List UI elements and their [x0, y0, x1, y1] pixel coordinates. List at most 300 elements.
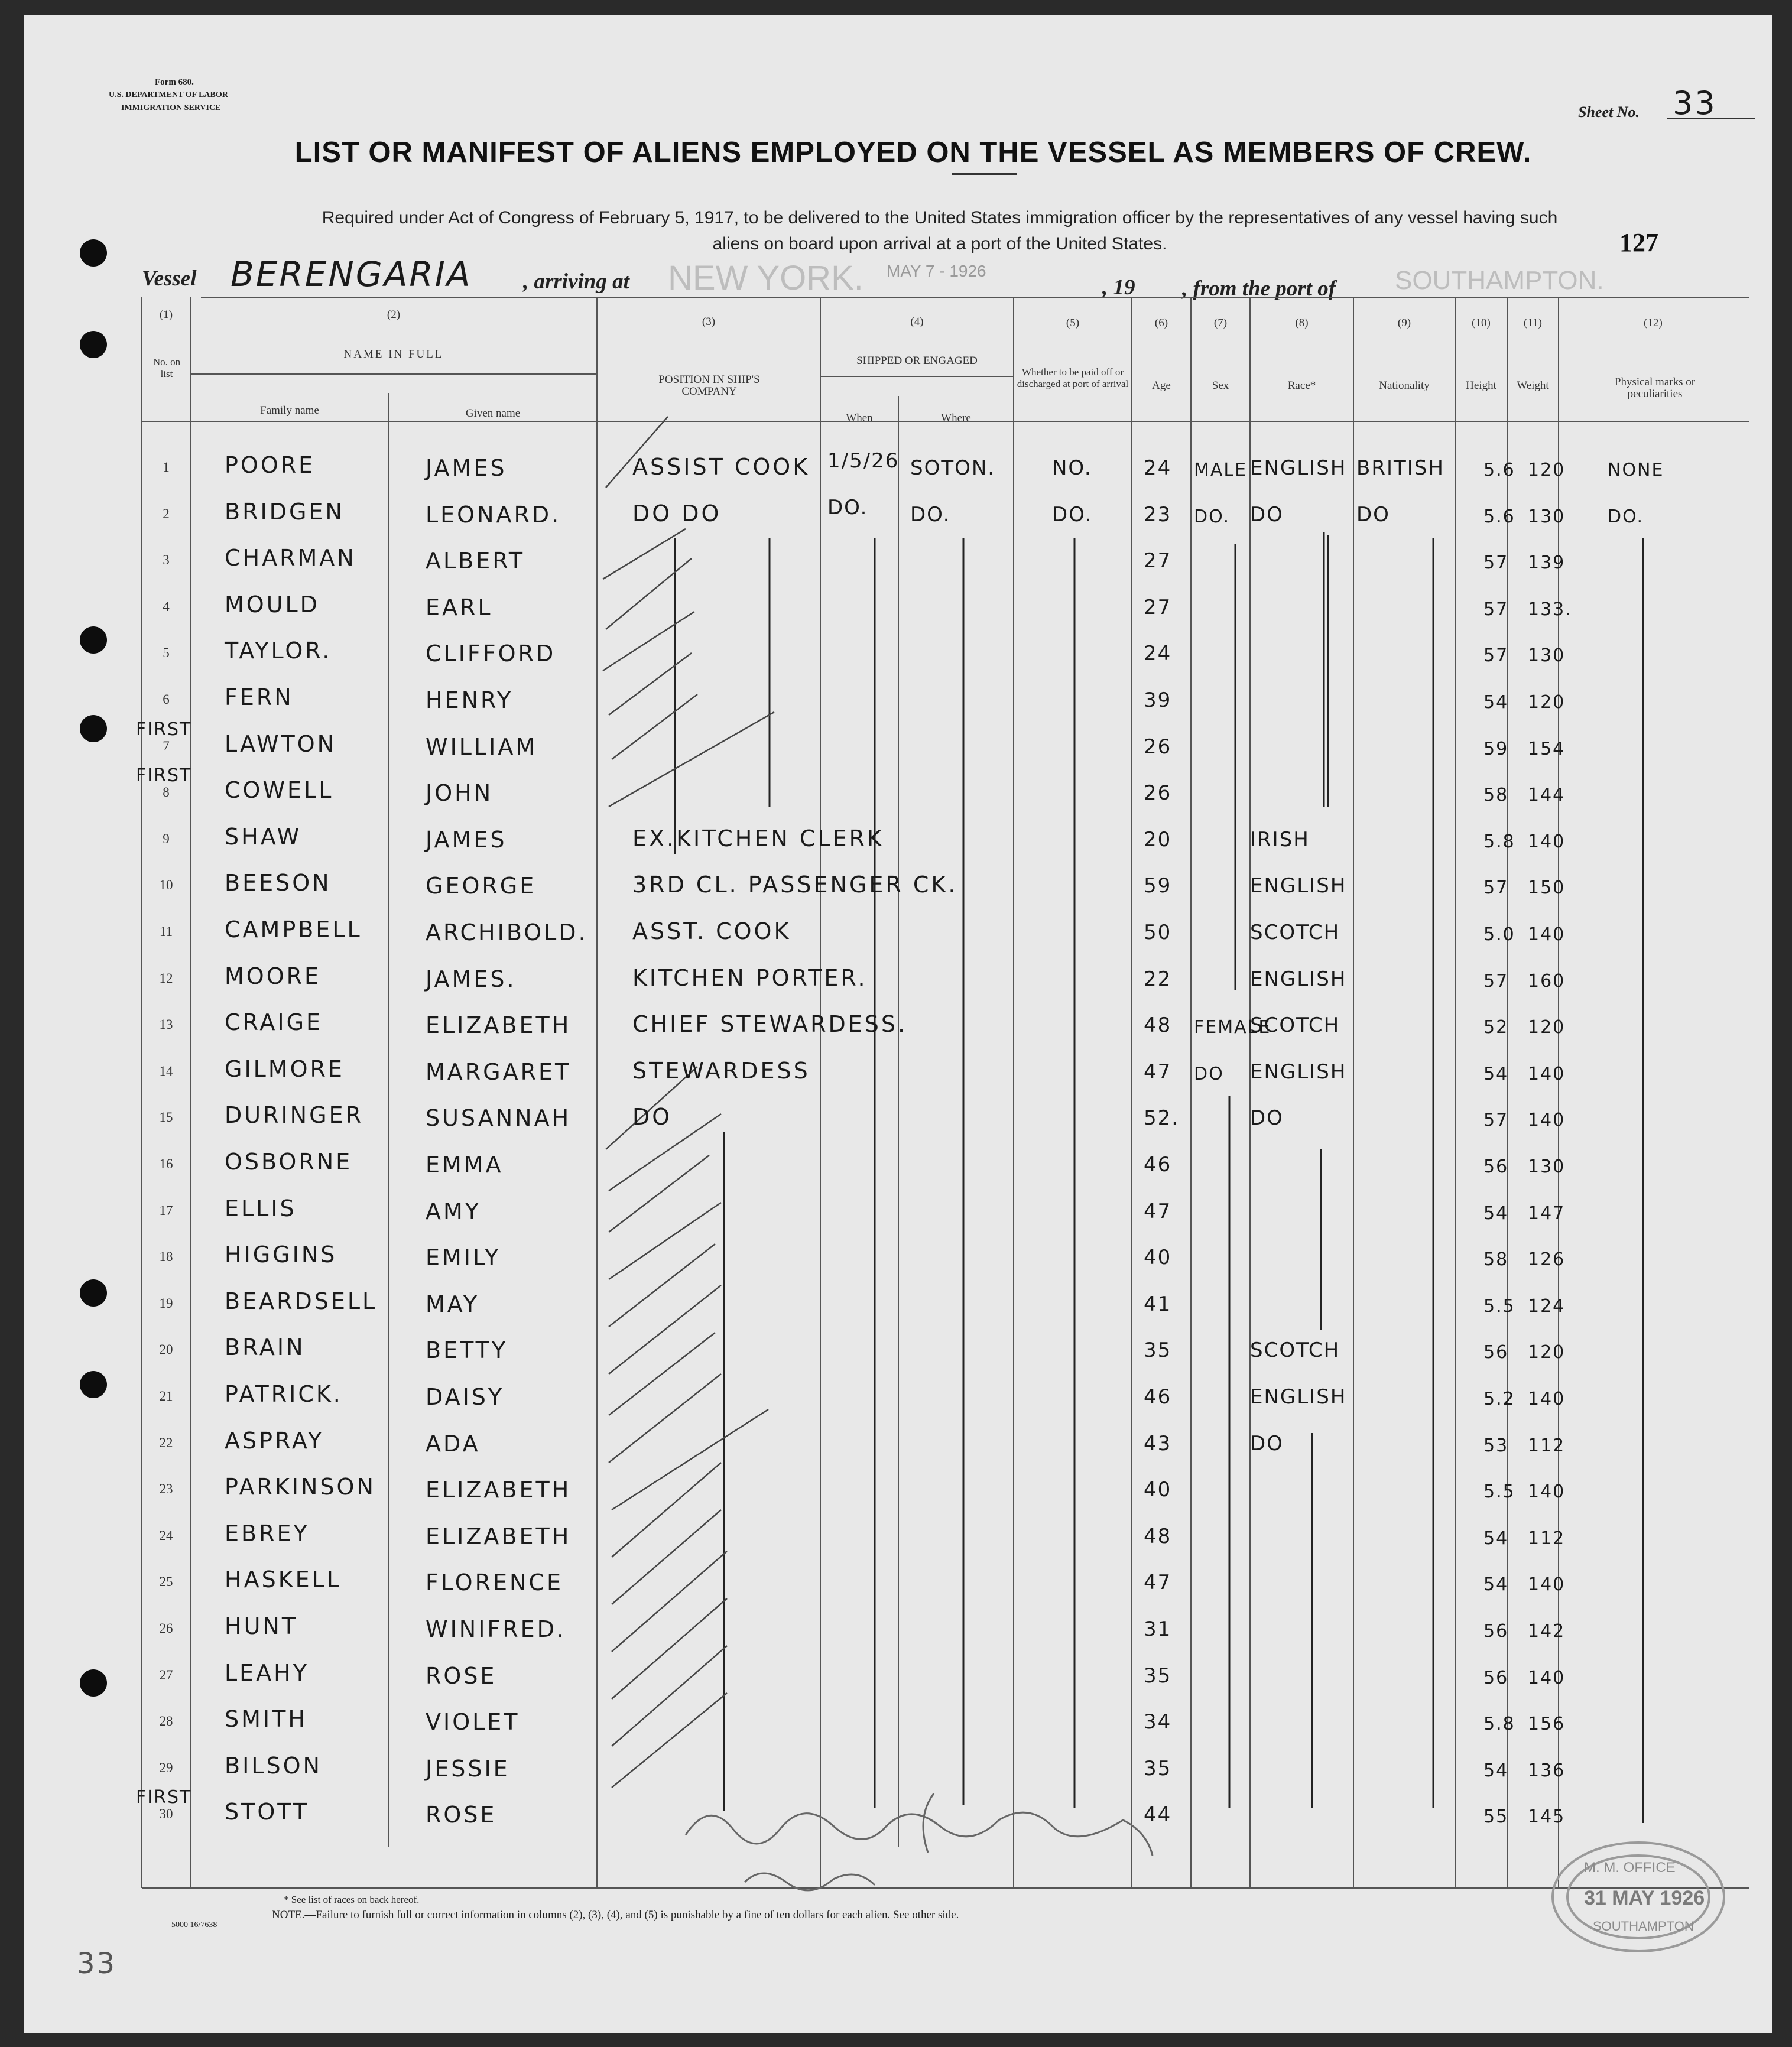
- height: 57: [1483, 878, 1509, 899]
- col11-header: Weight: [1517, 379, 1549, 392]
- physical-marks: NONE: [1608, 460, 1664, 480]
- table-row: [24, 1193, 1772, 1239]
- service: IMMIGRATION SERVICE: [121, 103, 221, 112]
- given-name: JAMES: [426, 455, 507, 481]
- row-number: 17: [159, 1203, 173, 1218]
- row-prefix: FIRST: [136, 765, 192, 787]
- age: 52.: [1144, 1106, 1180, 1130]
- year-label: , 19: [1102, 275, 1135, 300]
- col5-header: Whether to be paid off or discharged at port of arrival: [1017, 366, 1129, 389]
- table-row: [24, 542, 1772, 588]
- family-name: PATRICK.: [225, 1381, 343, 1407]
- table-row: [24, 1518, 1772, 1564]
- table-row: [24, 1378, 1772, 1424]
- position: EX.KITCHEN CLERK: [632, 825, 884, 852]
- arriving-port-stamp: NEW YORK.: [668, 259, 863, 297]
- race: ENGLISH: [1250, 1060, 1347, 1084]
- col6-header: Age: [1152, 379, 1171, 392]
- age: 40: [1144, 1478, 1172, 1502]
- weight: 140: [1528, 831, 1566, 852]
- family-name: GILMORE: [225, 1055, 345, 1082]
- race: DO: [1250, 502, 1284, 527]
- position: ASST. COOK: [632, 918, 791, 944]
- family-name: MOULD: [225, 591, 320, 618]
- row-number: 2: [163, 506, 170, 521]
- given-name: DAISY: [426, 1384, 505, 1410]
- nationality: BRITISH: [1356, 456, 1444, 480]
- height: 57: [1483, 1110, 1509, 1131]
- manifest-sheet: [24, 15, 1772, 2033]
- given-name: ELIZABETH: [426, 1477, 572, 1503]
- col6-number: (6): [1154, 317, 1168, 329]
- weight: 154: [1528, 738, 1566, 759]
- race: SCOTCH: [1250, 1338, 1340, 1363]
- row-number: 25: [159, 1574, 173, 1590]
- col2-number: (2): [387, 308, 401, 321]
- col12-number: (12): [1644, 317, 1663, 329]
- table-row: [24, 635, 1772, 681]
- position: KITCHEN PORTER.: [632, 964, 868, 991]
- row-number: 16: [159, 1156, 173, 1171]
- col10-header: Height: [1466, 379, 1496, 392]
- shipped-where: DO.: [910, 502, 951, 527]
- table-row: [24, 449, 1772, 495]
- weight: 120: [1528, 1342, 1566, 1363]
- weight: 145: [1528, 1806, 1566, 1828]
- given-name: ROSE: [426, 1802, 497, 1828]
- row-number: 11: [159, 924, 173, 939]
- family-name: BEESON: [225, 870, 332, 896]
- given-name: GEORGE: [426, 873, 537, 899]
- nationality: DO: [1356, 502, 1390, 527]
- given-name: JAMES: [426, 826, 507, 853]
- col2-family-header: Family name: [260, 404, 319, 417]
- given-name: JOHN: [426, 780, 494, 807]
- given-name: VIOLET: [426, 1709, 520, 1736]
- table-row: [24, 1657, 1772, 1703]
- age: 34: [1144, 1710, 1172, 1734]
- page-number: 127: [1619, 228, 1658, 257]
- given-name: EMILY: [426, 1245, 501, 1271]
- family-name: POORE: [225, 452, 316, 478]
- table-row: [24, 1610, 1772, 1656]
- height: 54: [1483, 1760, 1509, 1781]
- weight: 124: [1528, 1295, 1566, 1317]
- family-name: BRAIN: [225, 1334, 306, 1361]
- weight: 112: [1528, 1528, 1566, 1549]
- row-number: 20: [159, 1342, 173, 1357]
- age: 35: [1144, 1756, 1172, 1780]
- weight: 160: [1528, 970, 1566, 992]
- sheet-label: Sheet No.: [1578, 103, 1640, 121]
- table-row: [24, 1006, 1772, 1052]
- weight: 140: [1528, 1481, 1566, 1503]
- row-number: 1: [163, 460, 170, 475]
- given-name: EMMA: [426, 1152, 504, 1178]
- height: 57: [1483, 553, 1509, 574]
- family-name: BILSON: [225, 1752, 322, 1779]
- age: 46: [1144, 1385, 1172, 1409]
- col8-header: Race*: [1287, 379, 1316, 392]
- sex: FEMALE: [1194, 1017, 1271, 1038]
- given-name: ADA: [426, 1430, 481, 1457]
- race-footnote: * See list of races on back hereof.: [284, 1894, 420, 1905]
- height: 55: [1483, 1806, 1509, 1828]
- age: 22: [1144, 967, 1172, 991]
- table-row: [24, 1331, 1772, 1377]
- col4-header: SHIPPED OR ENGAGED: [856, 355, 978, 367]
- age: 27: [1144, 595, 1172, 619]
- family-name: EBREY: [225, 1520, 310, 1546]
- table-row: [24, 1239, 1772, 1285]
- race: IRISH: [1250, 827, 1310, 852]
- height: 53: [1483, 1435, 1509, 1456]
- required-line-1: Required under Act of Congress of February 5, 1917, to be delivered to the United States immigration officer by the representatives of any vessel having such: [322, 208, 1558, 228]
- corner-note: 33: [77, 1947, 117, 1980]
- col4-when-header: When: [846, 412, 873, 424]
- table-row: [24, 1471, 1772, 1517]
- col7-number: (7): [1213, 317, 1228, 329]
- shipped-where: SOTON.: [910, 456, 996, 480]
- row-number: 28: [159, 1714, 173, 1729]
- row-number: 27: [159, 1667, 173, 1682]
- height: 54: [1483, 1063, 1509, 1084]
- age: 26: [1144, 735, 1172, 759]
- position: DO DO: [632, 500, 722, 527]
- family-name: ELLIS: [225, 1195, 297, 1221]
- row-number: 12: [159, 970, 173, 986]
- col5-number: (5): [1066, 317, 1080, 329]
- row-number: 18: [159, 1249, 173, 1265]
- given-name: ROSE: [426, 1662, 497, 1689]
- col4-where-header: Where: [941, 412, 971, 424]
- height: 54: [1483, 1528, 1509, 1549]
- weight: 130: [1528, 506, 1566, 527]
- from-label: , from the port of: [1182, 277, 1336, 301]
- required-line-2: aliens on board upon arrival at a port of the United States.: [712, 234, 1167, 254]
- col3-number: (3): [702, 316, 716, 328]
- weight: 130: [1528, 645, 1566, 667]
- height: 54: [1483, 1203, 1509, 1224]
- paid-off: NO.: [1052, 456, 1092, 480]
- weight: 147: [1528, 1203, 1566, 1224]
- weight: 136: [1528, 1760, 1566, 1781]
- col9-header: Nationality: [1379, 379, 1430, 392]
- weight: 120: [1528, 692, 1566, 713]
- height: 54: [1483, 1574, 1509, 1596]
- weight: 130: [1528, 1156, 1566, 1177]
- given-name: SUSANNAH: [426, 1105, 572, 1132]
- table-row: [24, 1564, 1772, 1610]
- department: U.S. DEPARTMENT OF LABOR: [109, 90, 228, 99]
- family-name: BEARDSELL: [225, 1288, 378, 1314]
- row-number: 30: [159, 1806, 173, 1822]
- row-number: 13: [159, 1017, 173, 1032]
- family-name: CHARMAN: [225, 545, 356, 571]
- age: 47: [1144, 1199, 1172, 1223]
- age: 26: [1144, 781, 1172, 805]
- age: 48: [1144, 1013, 1172, 1038]
- col2-given-header: Given name: [465, 407, 521, 420]
- height: 54: [1483, 692, 1509, 713]
- given-name: BETTY: [426, 1337, 508, 1364]
- given-name: WINIFRED.: [426, 1616, 567, 1642]
- age: 48: [1144, 1524, 1172, 1548]
- height: 57: [1483, 599, 1509, 620]
- height: 58: [1483, 785, 1509, 806]
- age: 44: [1144, 1803, 1172, 1827]
- row-number: 8: [163, 785, 170, 800]
- row-number: 9: [163, 831, 170, 846]
- height: 56: [1483, 1667, 1509, 1688]
- office-stamp-date: 31 MAY 1926: [1584, 1887, 1705, 1909]
- weight: 140: [1528, 1667, 1566, 1688]
- table-row: [24, 960, 1772, 1006]
- given-name: MAY: [426, 1291, 480, 1317]
- weight: 120: [1528, 460, 1566, 480]
- row-number: 19: [159, 1295, 173, 1311]
- col1-header: No. on list: [152, 356, 181, 379]
- race: SCOTCH: [1250, 1013, 1340, 1038]
- race: ENGLISH: [1250, 874, 1347, 898]
- weight: 142: [1528, 1621, 1566, 1642]
- family-name: PARKINSON: [225, 1474, 376, 1500]
- height: 56: [1483, 1621, 1509, 1642]
- given-name: MARGARET: [426, 1058, 572, 1085]
- age: 47: [1144, 1571, 1172, 1595]
- height: 5.8: [1483, 1714, 1515, 1735]
- row-number: 21: [159, 1389, 173, 1403]
- row-number: 10: [159, 878, 173, 893]
- table-row: [24, 867, 1772, 913]
- family-name: CRAIGE: [225, 1009, 323, 1036]
- table-row: [24, 1787, 1772, 1842]
- table-row: [24, 1099, 1772, 1145]
- sex: MALE: [1194, 460, 1248, 480]
- position: ASSIST COOK: [632, 454, 810, 480]
- given-name: AMY: [426, 1198, 481, 1224]
- race: ENGLISH: [1250, 1385, 1347, 1409]
- table-row: [24, 1750, 1772, 1796]
- age: 50: [1144, 921, 1172, 944]
- age: 46: [1144, 1153, 1172, 1177]
- height: 57: [1483, 645, 1509, 667]
- row-number: 3: [163, 553, 170, 568]
- sex: DO.: [1194, 506, 1231, 527]
- weight: 140: [1528, 1063, 1566, 1084]
- weight: 150: [1528, 878, 1566, 899]
- print-code: 5000 16/7638: [171, 1921, 217, 1929]
- height: 5.6: [1483, 506, 1515, 527]
- height: 59: [1483, 738, 1509, 759]
- given-name: JAMES.: [426, 966, 517, 992]
- physical-marks: DO.: [1608, 506, 1644, 527]
- family-name: HASKELL: [225, 1567, 342, 1593]
- family-name: STOTT: [225, 1799, 309, 1825]
- weight: 133.: [1528, 599, 1572, 620]
- position: STEWARDESS: [632, 1057, 810, 1084]
- age: 35: [1144, 1338, 1172, 1363]
- col9-number: (9): [1397, 317, 1411, 329]
- table-row: [24, 1146, 1772, 1192]
- given-name: ELIZABETH: [426, 1523, 572, 1549]
- arrival-date-stamp: MAY 7 - 1926: [887, 262, 986, 280]
- height: 5.5: [1483, 1481, 1515, 1503]
- weight: 144: [1528, 785, 1566, 806]
- race: SCOTCH: [1250, 921, 1340, 944]
- row-prefix: FIRST: [136, 1787, 192, 1808]
- family-name: HUNT: [225, 1613, 298, 1639]
- col2-header: NAME IN FULL: [343, 348, 444, 360]
- table-row: [24, 1053, 1772, 1099]
- position: CHIEF STEWARDESS.: [632, 1011, 908, 1038]
- vessel-label: Vessel: [142, 267, 197, 291]
- weight: 140: [1528, 1574, 1566, 1596]
- office-stamp-top: M. M. OFFICE: [1584, 1860, 1676, 1876]
- given-name: LEONARD.: [426, 501, 561, 528]
- weight: 112: [1528, 1435, 1566, 1456]
- col4-number: (4): [910, 316, 924, 328]
- given-name: EARL: [426, 594, 493, 620]
- row-number: 22: [159, 1435, 173, 1450]
- height: 5.6: [1483, 460, 1515, 480]
- col12-header: Physical marks or peculiarities: [1614, 376, 1696, 400]
- family-name: SHAW: [225, 823, 302, 850]
- table-row: [24, 1703, 1772, 1749]
- col10-number: (10): [1472, 317, 1491, 329]
- age: 27: [1144, 549, 1172, 573]
- table-row: [24, 1425, 1772, 1471]
- weight: 156: [1528, 1714, 1566, 1735]
- height: 5.5: [1483, 1295, 1515, 1317]
- row-prefix: FIRST: [136, 719, 192, 740]
- row-number: 14: [159, 1063, 173, 1078]
- vessel-name: BERENGARIA: [231, 254, 472, 294]
- race: DO: [1250, 1431, 1284, 1455]
- family-name: HIGGINS: [225, 1242, 337, 1268]
- table-row: [24, 681, 1772, 727]
- age: 23: [1144, 502, 1172, 527]
- family-name: LEAHY: [225, 1659, 309, 1686]
- table-row: [24, 589, 1772, 635]
- family-name: SMITH: [225, 1706, 307, 1733]
- given-name: FLORENCE: [426, 1570, 563, 1596]
- race: DO: [1250, 1106, 1284, 1130]
- age: 41: [1144, 1292, 1172, 1316]
- shipped-when: 1/5/26: [827, 449, 900, 473]
- col1-number: (1): [159, 308, 173, 321]
- age: 20: [1144, 827, 1172, 852]
- age: 40: [1144, 1246, 1172, 1270]
- given-name: HENRY: [426, 687, 514, 713]
- age: 24: [1144, 456, 1172, 480]
- shipped-when: DO.: [827, 495, 868, 519]
- sheet-number: 33: [1673, 85, 1717, 122]
- height: 5.0: [1483, 924, 1515, 945]
- height: 52: [1483, 1017, 1509, 1038]
- col11-number: (11): [1524, 317, 1542, 329]
- age: 59: [1144, 874, 1172, 898]
- paid-off: DO.: [1052, 502, 1093, 527]
- office-stamp-bottom: SOUTHAMPTON: [1593, 1919, 1694, 1934]
- family-name: LAWTON: [225, 730, 337, 757]
- arriving-label: , arriving at: [523, 269, 629, 294]
- row-number: 26: [159, 1621, 173, 1636]
- col3-header: POSITION IN SHIP'S COMPANY: [658, 373, 760, 398]
- family-name: OSBORNE: [225, 1149, 353, 1175]
- family-name: TAYLOR.: [225, 638, 332, 664]
- height: 56: [1483, 1342, 1509, 1363]
- age: 35: [1144, 1663, 1172, 1688]
- weight: 140: [1528, 1389, 1566, 1409]
- family-name: DURINGER: [225, 1102, 363, 1129]
- row-number: 23: [159, 1481, 173, 1497]
- family-name: COWELL: [225, 777, 334, 804]
- from-port-stamp: SOUTHAMPTON.: [1395, 266, 1604, 295]
- given-name: ELIZABETH: [426, 1012, 572, 1039]
- weight: 126: [1528, 1249, 1566, 1271]
- given-name: JESSIE: [426, 1755, 510, 1782]
- table-row: [24, 765, 1772, 820]
- age: 39: [1144, 688, 1172, 712]
- position: DO: [632, 1104, 673, 1130]
- table-row: [24, 1285, 1772, 1331]
- table-row: [24, 719, 1772, 774]
- table-row: [24, 821, 1772, 867]
- family-name: BRIDGEN: [225, 498, 345, 525]
- row-number: 4: [163, 599, 170, 614]
- family-name: MOORE: [225, 963, 322, 989]
- col8-number: (8): [1295, 317, 1309, 329]
- row-number: 15: [159, 1110, 173, 1125]
- row-number: 24: [159, 1528, 173, 1543]
- sex: DO: [1194, 1063, 1224, 1084]
- row-number: 29: [159, 1760, 173, 1775]
- row-number: 7: [163, 738, 170, 753]
- race: ENGLISH: [1250, 456, 1347, 480]
- table-row: [24, 914, 1772, 960]
- family-name: FERN: [225, 684, 294, 710]
- form-number: Form 680.: [155, 77, 194, 87]
- table-row: [24, 496, 1772, 542]
- penalty-note: NOTE.—Failure to furnish full or correct information in columns (2), (3), (4), and (5) is punishable by a fine of ten dollars for each alien. See other side.: [272, 1909, 959, 1921]
- weight: 120: [1528, 1017, 1566, 1038]
- race: ENGLISH: [1250, 967, 1347, 991]
- age: 31: [1144, 1617, 1172, 1641]
- age: 43: [1144, 1431, 1172, 1455]
- height: 5.2: [1483, 1389, 1515, 1409]
- age: 47: [1144, 1060, 1172, 1084]
- col7-header: Sex: [1212, 379, 1229, 392]
- height: 56: [1483, 1156, 1509, 1177]
- height: 58: [1483, 1249, 1509, 1271]
- given-name: ARCHIBOLD.: [426, 919, 588, 945]
- height: 57: [1483, 970, 1509, 992]
- family-name: ASPRAY: [225, 1427, 324, 1454]
- page-title: LIST OR MANIFEST OF ALIENS EMPLOYED ON THE VESSEL AS MEMBERS OF CREW.: [294, 137, 1532, 168]
- family-name: CAMPBELL: [225, 917, 362, 943]
- row-number: 5: [163, 645, 170, 661]
- row-number: 6: [163, 692, 170, 707]
- age: 24: [1144, 642, 1172, 666]
- height: 5.8: [1483, 831, 1515, 852]
- given-name: ALBERT: [426, 548, 525, 574]
- given-name: WILLIAM: [426, 733, 538, 760]
- given-name: CLIFFORD: [426, 641, 556, 667]
- position: 3RD CL. PASSENGER CK.: [632, 872, 958, 898]
- weight: 140: [1528, 924, 1566, 945]
- weight: 139: [1528, 553, 1566, 574]
